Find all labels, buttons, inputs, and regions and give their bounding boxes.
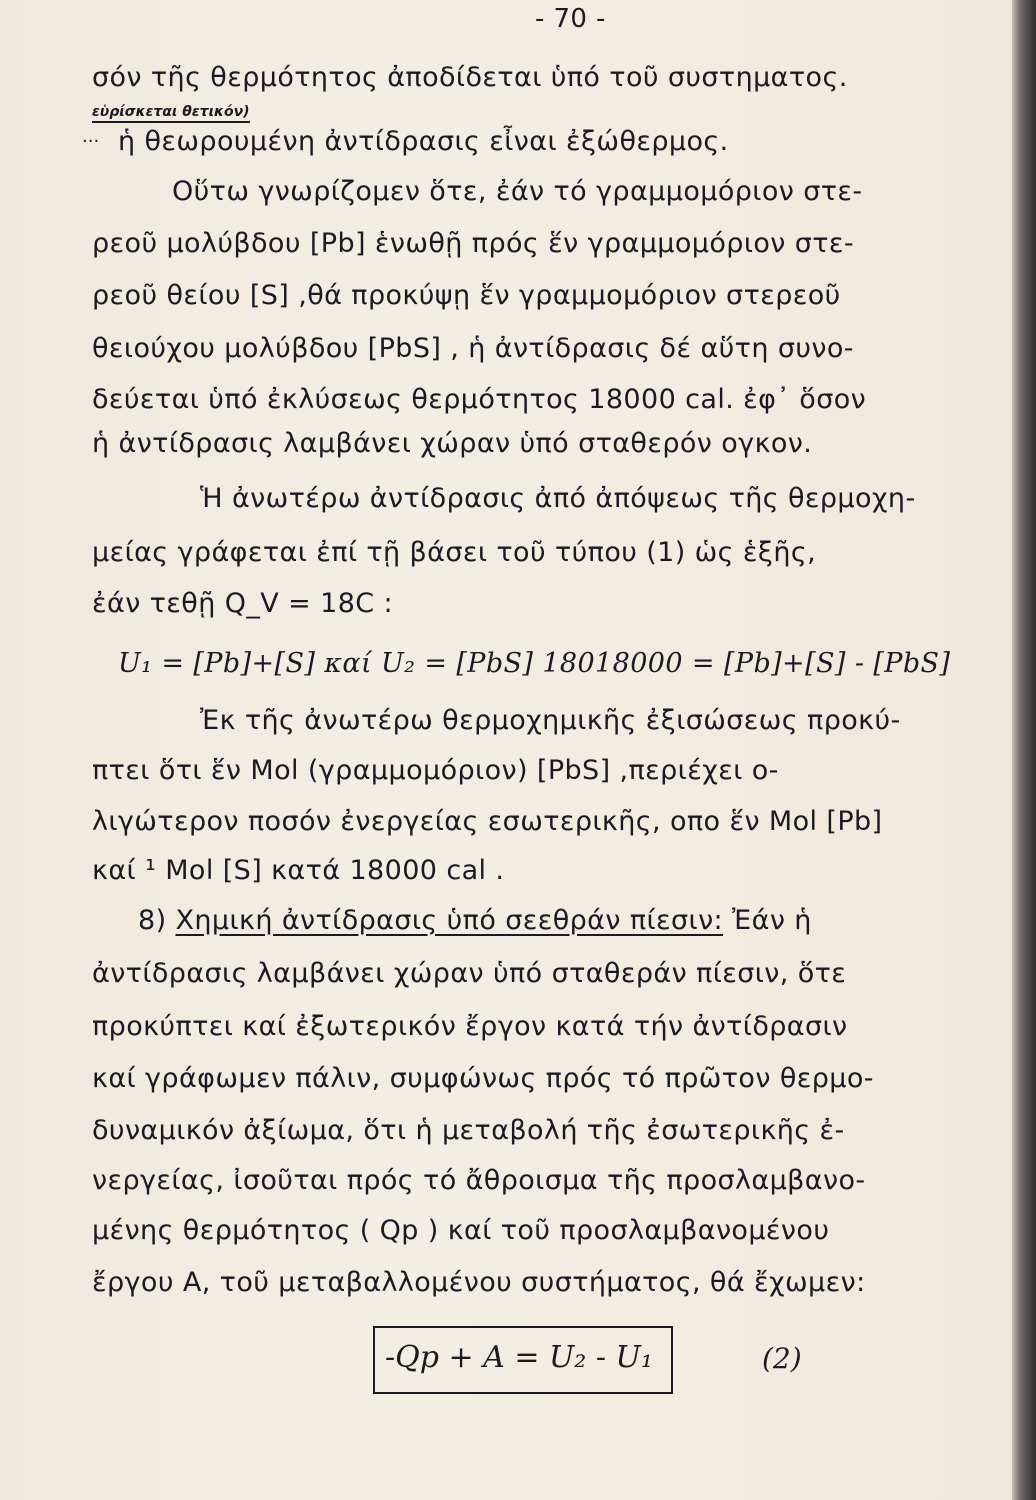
section-number: 8) [138, 905, 167, 936]
equation-formula: -Qp + A = U₂ - U₁ [385, 1340, 653, 1375]
margin-note: εὑρίσκεται θετικόν) [92, 104, 250, 123]
text-line-6: θειούχου μολύβδου [PbS] , ἡ ἀντίδρασις δέ αὕτη συνο- [92, 333, 854, 364]
text-line-2: ἡ θεωρουμένη ἀντίδρασις εἶναι ἐξώθερμος. [118, 126, 729, 157]
text-line-19: προκύπτει καί ἐξωτερικόν ἔργον κατά τήν ἀντίδρασιν [92, 1011, 848, 1042]
binding-edge [1012, 0, 1036, 1500]
text-line-1: σόν τῆς θερμότητος ἀποδίδεται ὑπό τοῦ συστηματος. [92, 62, 848, 93]
text-line-3: Οὕτω γνωρίζομεν ὅτε, ἐάν τό γραμμομόριον στε- [172, 176, 863, 207]
margin-scratch: ... [82, 126, 100, 147]
text-line-20: καί γράφωμεν πάλιν, συμφώνως πρός τό πρῶτον θερμο- [92, 1063, 874, 1094]
text-line-24: ἔργου A, τοῦ μεταβαλλομένου συστήματος, θά ἔχωμεν: [92, 1267, 866, 1298]
text-line-21: δυναμικόν ἀξίωμα, ὅτι ἡ μεταβολή τῆς ἐσωτερικῆς ἐ- [92, 1115, 845, 1146]
section-8-heading-line [138, 905, 812, 936]
page-number: - 70 - [535, 4, 606, 34]
text-line-5: ρεοῦ θείου [S] ,θά προκύψῃ ἕν γραμμομόριον στερεοῦ [92, 280, 841, 311]
text-line-4: ρεοῦ μολύβδου [Pb] ἑνωθῇ πρός ἕν γραμμομόριον στε- [92, 228, 855, 259]
section-title: Χημική ἀντίδρασις ὑπό σεεθράν πίεσιν: [175, 905, 724, 936]
text-line-13: Ἐκ τῆς ἀνωτέρω θερμοχημικῆς ἐξισώσεως προκύ- [200, 705, 901, 736]
equation-number: (2) [762, 1342, 802, 1375]
boxed-equation [373, 1326, 673, 1394]
text-line-14: πτει ὅτι ἕν Mol (γραμμομόριον) [PbS] ,περιέχει ο- [92, 755, 779, 786]
text-line-18: ἀντίδρασις λαμβάνει χώραν ὑπό σταθεράν πίεσιν, ὅτε [92, 958, 847, 989]
text-line-11: ἐάν τεθῇ Q_V = 18C : [92, 588, 394, 619]
text-line-7: δεύεται ὑπό ἐκλύσεως θερμότητος 18000 cal. ἐφ᾽ ὅσον [92, 384, 867, 415]
text-line-23: μένης θερμότητος ( Qp ) καί τοῦ προσλαμβανομένου [92, 1215, 830, 1246]
thermochemical-equation: U₁ = [Pb]+[S] καί U₂ = [PbS] 18018000 = [Pb]+[S] - [PbS] [118, 648, 951, 679]
section-heading-rest: Ἐάν ἡ [723, 905, 812, 936]
text-line-10: μείας γράφεται ἐπί τῇ βάσει τοῦ τύπου (1) ὡς ἑξῆς, [92, 537, 817, 568]
text-line-15: λιγώτερον ποσόν ἐνεργείας εσωτερικῆς, οπο ἕν Mol [Pb] [92, 806, 883, 837]
text-line-16: καί ¹ Mol [S] κατά 18000 cal . [92, 855, 505, 886]
text-line-8: ἡ ἀντίδρασις λαμβάνει χώραν ὑπό σταθερόν ογκον. [92, 428, 813, 459]
text-line-9: Ἡ ἀνωτέρω ἀντίδρασις ἀπό ἀπόψεως τῆς θερμοχη- [200, 483, 916, 514]
text-line-22: νεργείας, ἰσοῦται πρός τό ἄθροισμα τῆς προσλαμβανο- [92, 1165, 866, 1196]
